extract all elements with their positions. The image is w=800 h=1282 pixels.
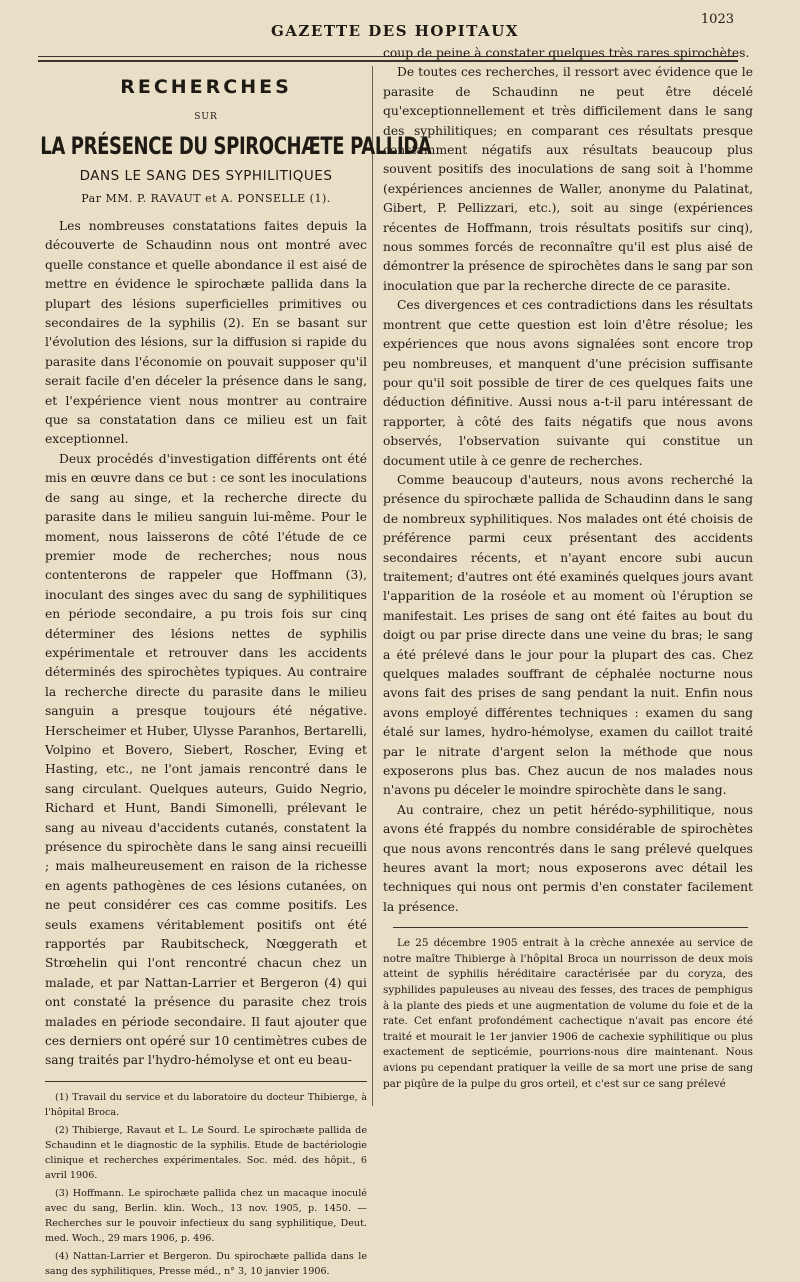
article-kicker: RECHERCHES <box>120 76 292 98</box>
paragraph: Comme beaucoup d'auteurs, nous avons recherché la présence du spirochæte pallida de Schaudinn dans le sang de nombreux syphilitiques. Nos malades ont été choisis de préférence parmi ceux présentant des accidents secondaires récents, et n'ayant encore subi aucun traitement; d'autres ont été examinés quelques jours avant l'apparition de la roséole et au moment où l'éruption se manifestait. Les prises de sang ont été faites au bout du doigt ou par prise directe dans une veine du bras; le sang a été prélevé dans le jour pour la plupart des cas. Chez quelques malades souffrant de céphalée nocturne nous avons fait des prises de sang pendant la nuit. Enfin nous avons employé différentes techniques : examen du sang étalé sur lames, hydro-hémolyse, examen du caillot traité par le nitrate d'argent selon la méthode que nous exposerons plus bas. Chez aucun de nos malades nous n'avons pu déceler le moindre spirochète dans le sang. <box>383 472 753 798</box>
footnote: (1) Travail du service et du laboratoire du docteur Thibierge, à l'hôpital Broca. <box>45 1091 367 1118</box>
article-title: LA PRÉSENCE DU SPIROCHÆTE PALLIDA <box>40 132 432 160</box>
journal-title: GAZETTE DES HOPITAUX <box>270 22 519 40</box>
column-divider <box>372 66 373 1106</box>
paragraph: coup de peine à constater quelques très rares spirochètes. <box>383 46 750 60</box>
right-column <box>383 44 753 1092</box>
left-body <box>45 217 367 1071</box>
footnote: (3) Hoffmann. Le spirochæte pallida chez un macaque inoculé avec du sang, Berlin. klin. Woch., 13 nov. 1905, p. 1450. — Recherches sur le pouvoir infectieux du sang syphilitique, Deut. med. Woch., 29 mars 1906, p. 496. <box>45 1187 367 1244</box>
right-body <box>383 44 753 917</box>
case-report <box>383 936 753 1092</box>
footnotes <box>45 1090 367 1279</box>
page-number: 1023 <box>700 12 734 27</box>
article-authors: Par MM. P. RAVAUT et A. PONSELLE (1). <box>81 192 331 205</box>
paragraph: Deux procédés d'investigation différents ont été mis en œuvre dans ce but : ce sont les inoculations de sang au singe, et la recherche directe du parasite dans le milieu sanguin lui-même. Pour le moment, nous laisserons de côté l'étude de ce premier mode de recherches; nous nous contenterons de rappeler que Hoffmann (3), inoculant des singes avec du sang de syphilitiques en période secondaire, a pu trois fois sur cinq déterminer des lésions nettes de syphilis expérimentale et retrouver dans les accidents déterminés des spirochètes typiques. Au contraire la recherche directe du parasite dans le milieu sanguin a presque toujours été négative. Herscheimer et Huber, Ulysse Paranhos, Bertarelli, Volpino et Bovero, Siebert, Roscher, Eving et Hasting, etc., ne l'ont jamais rencontré dans le sang circulant. Quelques auteurs, Guido Negrio, Richard et Hunt, Bandi Simonelli, prélevant le sang au niveau d'accidents cutanés, constatent la présence du spirochète dans le sang ainsi recueilli ; mais malheureusement en raison de la richesse en agents pathogènes de ces lésions cutanées, on ne peut considérer ces cas comme positifs. Les seuls examens véritablement positifs ont été rapportés par Raubitscheck, Nœggerath et Strœhelin qui l'ont rencontré chacun chez un malade, et par Nattan-Larrier et Bergeron (4) qui ont constaté la présence du parasite chez trois malades en période secondaire. Il faut ajouter que ces derniers ont opéré sur 10 centimètres cubes de sang traités par l'hydro-hémolyse et ont eu beau- <box>45 451 367 1068</box>
footnote: (4) Nattan-Larrier et Bergeron. Du spirochæte pallida dans le sang des syphilitiques, Presse méd., n° 3, 10 janvier 1906. <box>45 1250 367 1277</box>
article-subtitle: DANS LE SANG DES SYPHILITIQUES <box>79 168 333 184</box>
paragraph: Au contraire, chez un petit hérédo-syphilitique, nous avons été frappés du nombre considérable de spirochètes que nous avons rencontrés dans le sang prélevé quelques heures avant la mort; nous exposerons avec détail les techniques qui nous ont permis d'en constater facilement la présence. <box>383 802 753 914</box>
paragraph: Les nombreuses constatations faites depuis la découverte de Schaudinn nous ont montré avec quelle constance et quelle abondance il est aisé de mettre en évidence le spirochæte pallida dans la plupart des lésions superficielles primitives ou secondaires de la syphilis (2). En se basant sur l'évolution des lésions, sur la diffusion si rapide du parasite dans l'économie on pouvait supposer qu'il serait facile d'en déceler la présence dans le sang, et l'expérience vient nous montrer au contraire que sa constatation dans ce milieu est un fait exceptionnel. <box>45 219 367 447</box>
article-sur: SUR <box>194 112 218 122</box>
footnote-rule <box>45 1081 367 1082</box>
case-report-text: Le 25 décembre 1905 entrait à la crèche annexée au service de notre maître Thibierge à l'hôpital Broca un nourrisson de deux mois atteint de syphilis héréditaire caractérisée par du coryza, des syphilides papuleuses au niveau des fesses, des traces de pemphigus à la plante des pieds et une augmentation de volume du foie et de la rate. Cet enfant profondément cachectique n'avait pas encore été traité et mourait le 1er janvier 1906 de cachexie syphilitique ou plus exactement de septicémie, pourrions-nous dire maintenant. Nous avions pu cependant pratiquer la veille de sa mort une prise de sang par piqûre de la pulpe du gros orteil, et c'est sur ce sang prélevé <box>383 937 753 1090</box>
footnote: (2) Thibierge, Ravaut et L. Le Sourd. Le spirochæte pallida de Schaudinn et le diagnostic de la syphilis. Etude de bactériologie clinique et recherches expérimentales. Soc. méd. des hôpit., 6 avril 1906. <box>45 1124 367 1181</box>
paragraph: Ces divergences et ces contradictions dans les résultats montrent que cette question est loin d'être résolue; les expériences que nous avons signalées sont encore trop peu nombreuses, et manquent d'une précision suffisante pour qu'il soit possible de tirer de ces quelques faits une déduction définitive. Aussi nous a-t-il paru intéressant de rapporter, à côté des faits négatifs que nous avons observés, l'observation suivante qui constitue un document utile à ce genre de recherches. <box>383 298 753 468</box>
paragraph: De toutes ces recherches, il ressort avec évidence que le parasite de Schaudinn ne peut être décelé qu'exceptionnellement et très difficilement dans le sang des syphilitiques; en comparant ces résultats presque constamment négatifs aux résultats beaucoup plus souvent positifs des inoculations de sang soit à l'homme (expériences anciennes de Waller, anonyme du Palatinat, Gibert, P. Pellizzari, etc.), soit au singe (expériences récentes de Hoffmann, trois résultats positifs sur cinq), nous sommes forcés de reconnaître qu'il est plus aisé de démontrer la présence de spirochètes dans le sang par son inoculation que par la recherche directe de ce parasite. <box>383 65 753 293</box>
left-column <box>40 70 432 1282</box>
case-report-rule <box>393 927 748 928</box>
running-head <box>60 12 734 46</box>
